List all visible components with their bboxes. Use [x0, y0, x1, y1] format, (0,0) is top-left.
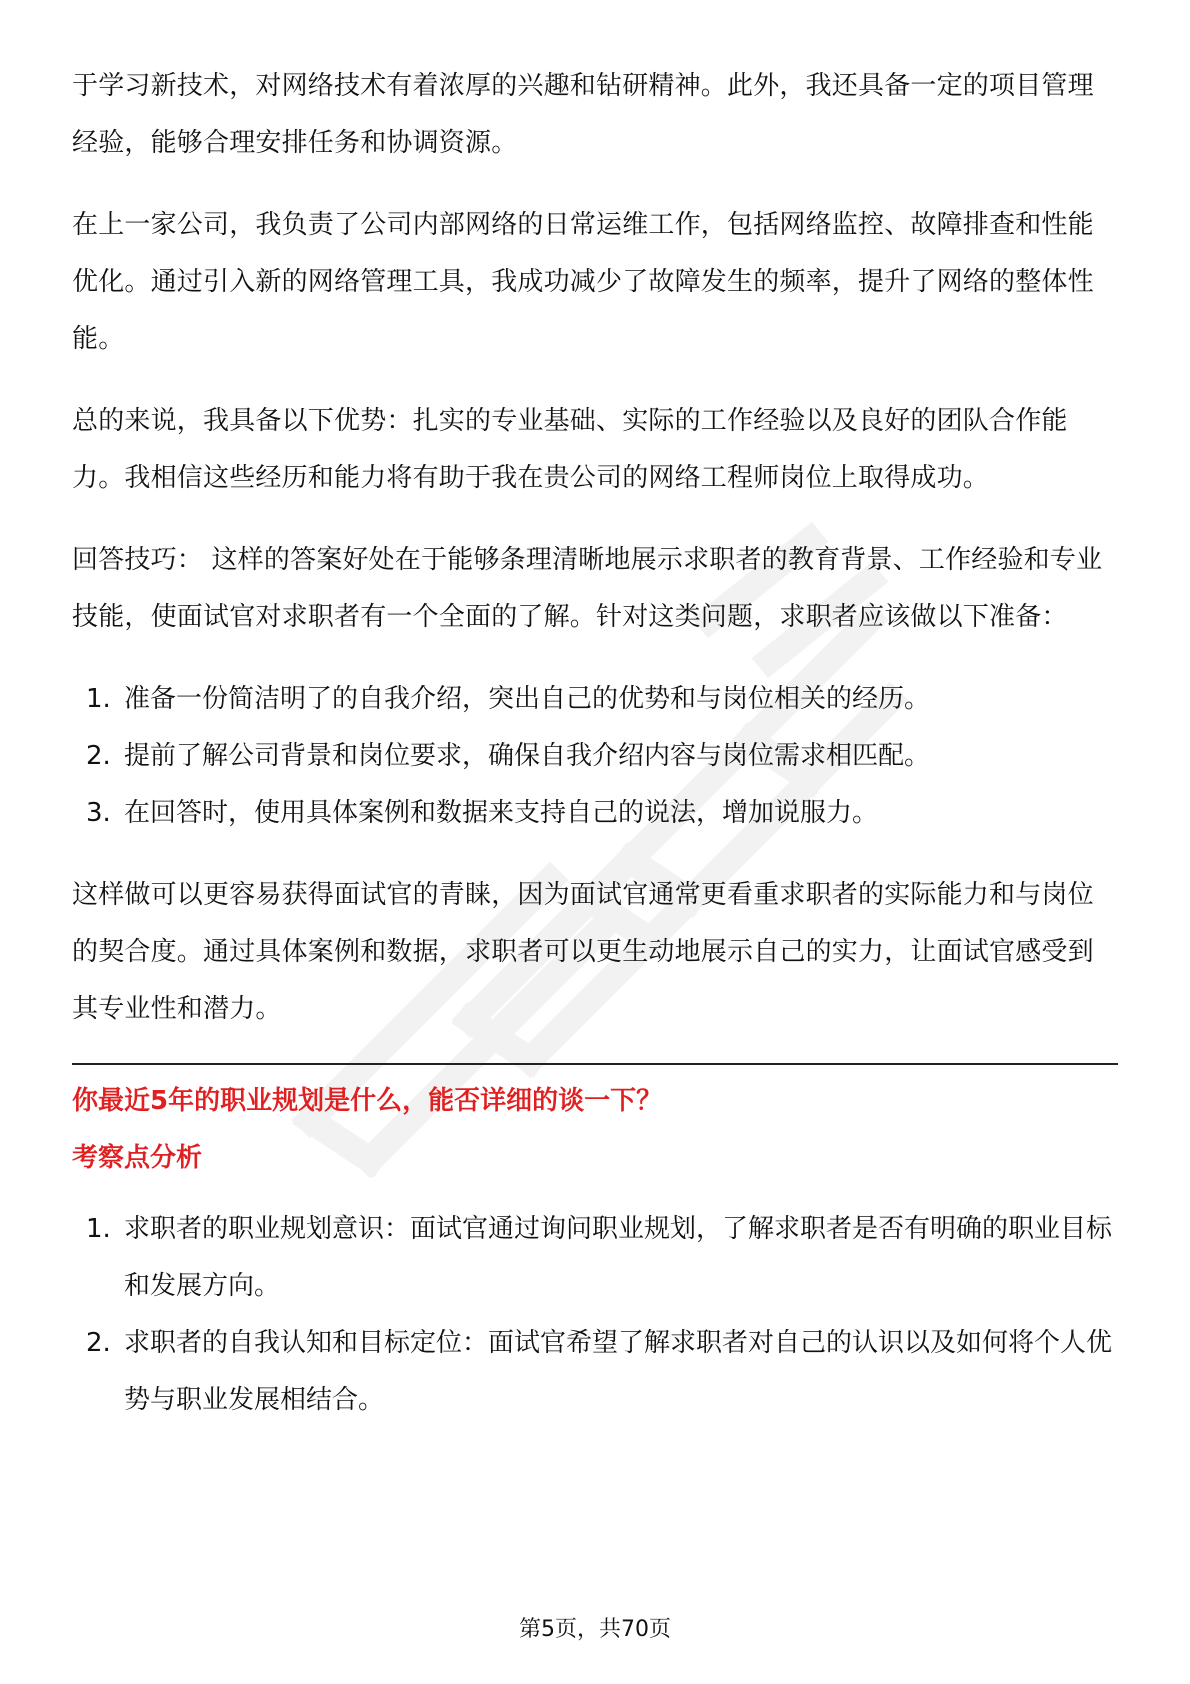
paragraph-answer-tips: 回答技巧： 这样的答案好处在于能够条理清晰地展示求职者的教育背景、工作经验和专业技能，使面试官对求职者有一个全面的了解。针对这类问题，求职者应该做以下准备： [72, 545, 1103, 632]
list-item-text: 在回答时，使用具体案例和数据来支持自己的说法，增加说服力。 [124, 798, 879, 828]
list-number: 2. [86, 1328, 111, 1358]
list-number: 1. [86, 1214, 111, 1244]
paragraph-summary: 总的来说，我具备以下优势：扎实的专业基础、实际的工作经验以及良好的团队合作能力。我相信这些经历和能力将有助于我在贵公司的网络工程师岗位上取得成功。 [72, 406, 1068, 493]
list-item-text: 求职者的自我认知和目标定位：面试官希望了解求职者对自己的认识以及如何将个人优势与职业发展相结合。 [124, 1328, 1113, 1415]
section-divider [72, 1063, 1118, 1065]
list-item [72, 671, 1118, 728]
list-number: 2. [86, 741, 111, 771]
paragraph-previous-job: 在上一家公司，我负责了公司内部网络的日常运维工作，包括网络监控、故障排查和性能优化。通过引入新的网络管理工具，我成功减少了故障发生的频率，提升了网络的整体性能。 [72, 210, 1094, 354]
list-item [72, 785, 1118, 842]
document-page [72, 58, 1118, 1454]
list-item-text: 准备一份简洁明了的自我介绍，突出自己的优势和与岗位相关的经历。 [124, 684, 931, 714]
list-item [72, 728, 1118, 785]
preparation-list [72, 671, 1118, 842]
list-item-text: 提前了解公司背景和岗位要求，确保自我介绍内容与岗位需求相匹配。 [124, 741, 931, 771]
paragraph-closing: 这样做可以更容易获得面试官的青睐，因为面试官通常更看重求职者的实际能力和与岗位的契合度。通过具体案例和数据，求职者可以更生动地展示自己的实力，让面试官感受到其专业性和潜力。 [72, 880, 1094, 1024]
list-number: 3. [86, 798, 111, 828]
list-number: 1. [86, 684, 111, 714]
analysis-heading: 考察点分析 [72, 1143, 203, 1173]
question-heading: 你最近5年的职业规划是什么，能否详细的谈一下？ [72, 1086, 663, 1116]
analysis-list [72, 1201, 1118, 1429]
list-item [72, 1315, 1118, 1429]
list-item-text: 求职者的职业规划意识：面试官通过询问职业规划，了解求职者是否有明确的职业目标和发展方向。 [124, 1214, 1113, 1301]
page-footer: 第5页，共70页 [519, 1617, 671, 1642]
list-item [72, 1201, 1118, 1315]
paragraph-intro-continued: 于学习新技术，对网络技术有着浓厚的兴趣和钻研精神。此外，我还具备一定的项目管理经验，能够合理安排任务和协调资源。 [72, 71, 1094, 158]
